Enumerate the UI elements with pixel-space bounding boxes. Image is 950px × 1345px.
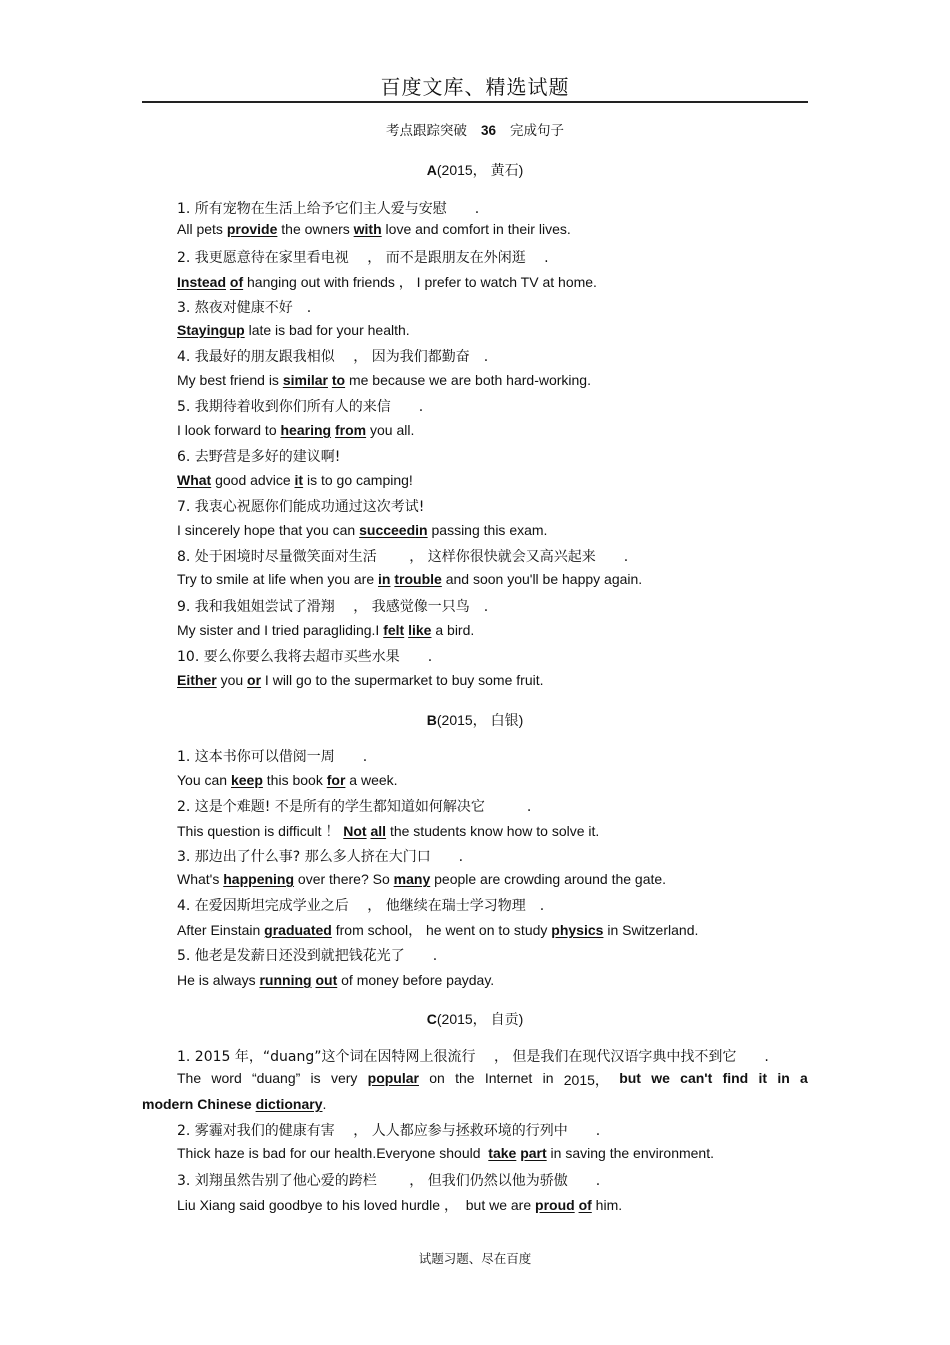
a-q5-english: I look forward to hearing from you all. xyxy=(177,422,415,438)
answer-blank: What xyxy=(177,472,212,488)
a-q9-english: My sister and I tried paragliding.I felt like a bird. xyxy=(177,622,475,638)
page-subtitle xyxy=(0,119,950,139)
c-q1-english-line2: modern Chinese dictionary. xyxy=(142,1096,327,1112)
answer-blank: Staying xyxy=(177,322,228,338)
section-letter: A xyxy=(426,162,437,178)
header-rule xyxy=(142,101,808,103)
answer-blank: hearing xyxy=(280,422,332,438)
answer-blank: happening xyxy=(223,871,295,887)
section-c-heading xyxy=(0,1009,950,1029)
a-q4-english: My best friend is similar to me because we are both hard-working. xyxy=(177,372,591,388)
answer-blank: trouble xyxy=(394,571,442,587)
b-q4-english: After Einstain graduated from school， he went on to study physics in Switzerland. xyxy=(177,922,699,938)
b-q1-chinese: 1. 这本书你可以借阅一周 . xyxy=(177,749,368,765)
section-a-heading xyxy=(0,160,950,180)
answer-blank: Either xyxy=(177,672,217,688)
answer-blank: with xyxy=(353,221,382,237)
answer-blank: felt xyxy=(383,622,405,638)
answer-blank: provide xyxy=(226,221,278,237)
subtitle-number: 36 xyxy=(480,123,497,138)
answer-blank: all xyxy=(370,823,387,839)
c-q3-chinese: 3. 刘翔虽然告别了他心爱的跨栏 ， 但我们仍然以他为骄傲 . xyxy=(177,1173,601,1189)
answer-blank: part xyxy=(520,1145,547,1161)
subtitle-text: 考点跟踪突破 xyxy=(385,123,467,138)
a-q7-chinese: 7. 我衷心祝愿你们能成功通过这次考试! xyxy=(177,499,425,515)
page-header-title: 百度文库、精选试题 xyxy=(380,75,570,99)
answer-blank: similar xyxy=(282,372,328,388)
a-q2-chinese: 2. 我更愿意待在家里看电视 ， 而不是跟朋友在外闲逛 . xyxy=(177,250,549,266)
answer-blank: out xyxy=(315,972,338,988)
answer-blank: to xyxy=(331,372,346,388)
answer-blank: it xyxy=(294,472,304,488)
a-q10-chinese: 10. 要么你要么我将去超市买些水果 . xyxy=(177,649,433,665)
answer-blank: or xyxy=(247,672,262,688)
answer-blank: succeed xyxy=(359,522,416,538)
b-q3-english: What's happening over there? So many people are crowding around the gate. xyxy=(177,871,667,887)
answer-blank: in xyxy=(378,571,391,587)
a-q1-english: All pets provide the owners with love and comfort in their lives. xyxy=(177,221,571,237)
c-q3-english: Liu Xiang said goodbye to his loved hurdle ， but we are proud of him. xyxy=(177,1197,623,1213)
a-q4-chinese: 4. 我最好的朋友跟我相似 ， 因为我们都勤奋 . xyxy=(177,349,489,365)
answer-blank: dictionary xyxy=(255,1096,323,1112)
section-info: (2015， 白银) xyxy=(436,712,524,728)
answer-blank: of xyxy=(229,274,244,290)
answer-blank: from xyxy=(334,422,367,438)
page-footer: 试题习题、尽在百度 xyxy=(418,1251,532,1266)
a-q1-chinese: 1. 所有宠物在生活上给予它们主人爱与安慰 . xyxy=(177,201,480,217)
a-q3-english: Stayingup late is bad for your health. xyxy=(177,322,410,338)
a-q2-english: Instead of hanging out with friends ， I prefer to watch TV at home. xyxy=(177,274,597,290)
b-q2-chinese: 2. 这是个难题! 不是所有的学生都知道如何解决它 . xyxy=(177,799,532,815)
answer-blank: Not xyxy=(343,823,367,839)
b-q1-english: You can keep this book for a week. xyxy=(177,772,398,788)
subtitle-topic: 完成句子 xyxy=(510,123,565,138)
section-letter: C xyxy=(426,1011,437,1027)
answer-blank: of xyxy=(578,1197,592,1213)
a-q8-english: Try to smile at life when you are in trouble and soon you'll be happy again. xyxy=(177,571,643,587)
answer-blank: in xyxy=(415,522,428,538)
b-q4-chinese: 4. 在爱因斯坦完成学业之后 ， 他继续在瑞士学习物理 . xyxy=(177,898,545,914)
answer-blank: running xyxy=(259,972,312,988)
a-q7-english: I sincerely hope that you can succeedin passing this exam. xyxy=(177,522,548,538)
answer-blank: take xyxy=(488,1145,517,1161)
section-info: (2015， 自贡) xyxy=(436,1011,524,1027)
a-q3-chinese: 3. 熬夜对健康不好 . xyxy=(177,300,312,316)
answer-blank: keep xyxy=(230,772,263,788)
a-q10-english: Either you or I will go to the supermarket to buy some fruit. xyxy=(177,672,544,688)
answer-blank: many xyxy=(393,871,431,887)
b-q2-english: This question is difficult ！ Not all the students know how to solve it. xyxy=(177,823,600,839)
c-q1-chinese: 1. 2015 年，“duang”这个词在因特网上很流行 ， 但是我们在现代汉语字典中找不到它 . xyxy=(177,1049,769,1065)
a-q5-chinese: 5. 我期待着收到你们所有人的来信 . xyxy=(177,399,424,415)
a-q6-english: What good advice it is to go camping! xyxy=(177,472,413,488)
answer-blank: popular xyxy=(367,1070,419,1086)
section-letter: B xyxy=(426,712,437,728)
answer-blank: for xyxy=(326,772,346,788)
c-q2-english: Thick haze is bad for our health.Everyone should take part in saving the environment. xyxy=(177,1145,714,1161)
c-q2-chinese: 2. 雾霾对我们的健康有害 ， 人人都应参与拯救环境的行列中 . xyxy=(177,1123,601,1139)
answer-blank: like xyxy=(408,622,432,638)
b-q5-english: He is always running out of money before payday. xyxy=(177,972,495,988)
answer-blank: physics xyxy=(551,922,604,938)
b-q3-chinese: 3. 那边出了什么事? 那么多人挤在大门口 . xyxy=(177,849,464,865)
answer-blank: up xyxy=(227,322,245,338)
c-q1-english-line1: The word “duang” is very popular on the Internet in 2015， but we can't find it in a xyxy=(177,1070,808,1088)
answer-blank: Instead xyxy=(177,274,227,290)
section-b-heading xyxy=(0,710,950,730)
answer-blank: proud xyxy=(535,1197,575,1213)
b-q5-chinese: 5. 他老是发薪日还没到就把钱花光了 . xyxy=(177,948,438,964)
a-q6-chinese: 6. 去野营是多好的建议啊! xyxy=(177,449,341,465)
answer-blank: graduated xyxy=(264,922,332,938)
section-info: (2015， 黄石) xyxy=(436,162,524,178)
a-q9-chinese: 9. 我和我姐姐尝试了滑翔 ， 我感觉像一只鸟 . xyxy=(177,599,489,615)
a-q8-chinese: 8. 处于困境时尽量微笑面对生活 ， 这样你很快就会又高兴起来 . xyxy=(177,549,629,565)
